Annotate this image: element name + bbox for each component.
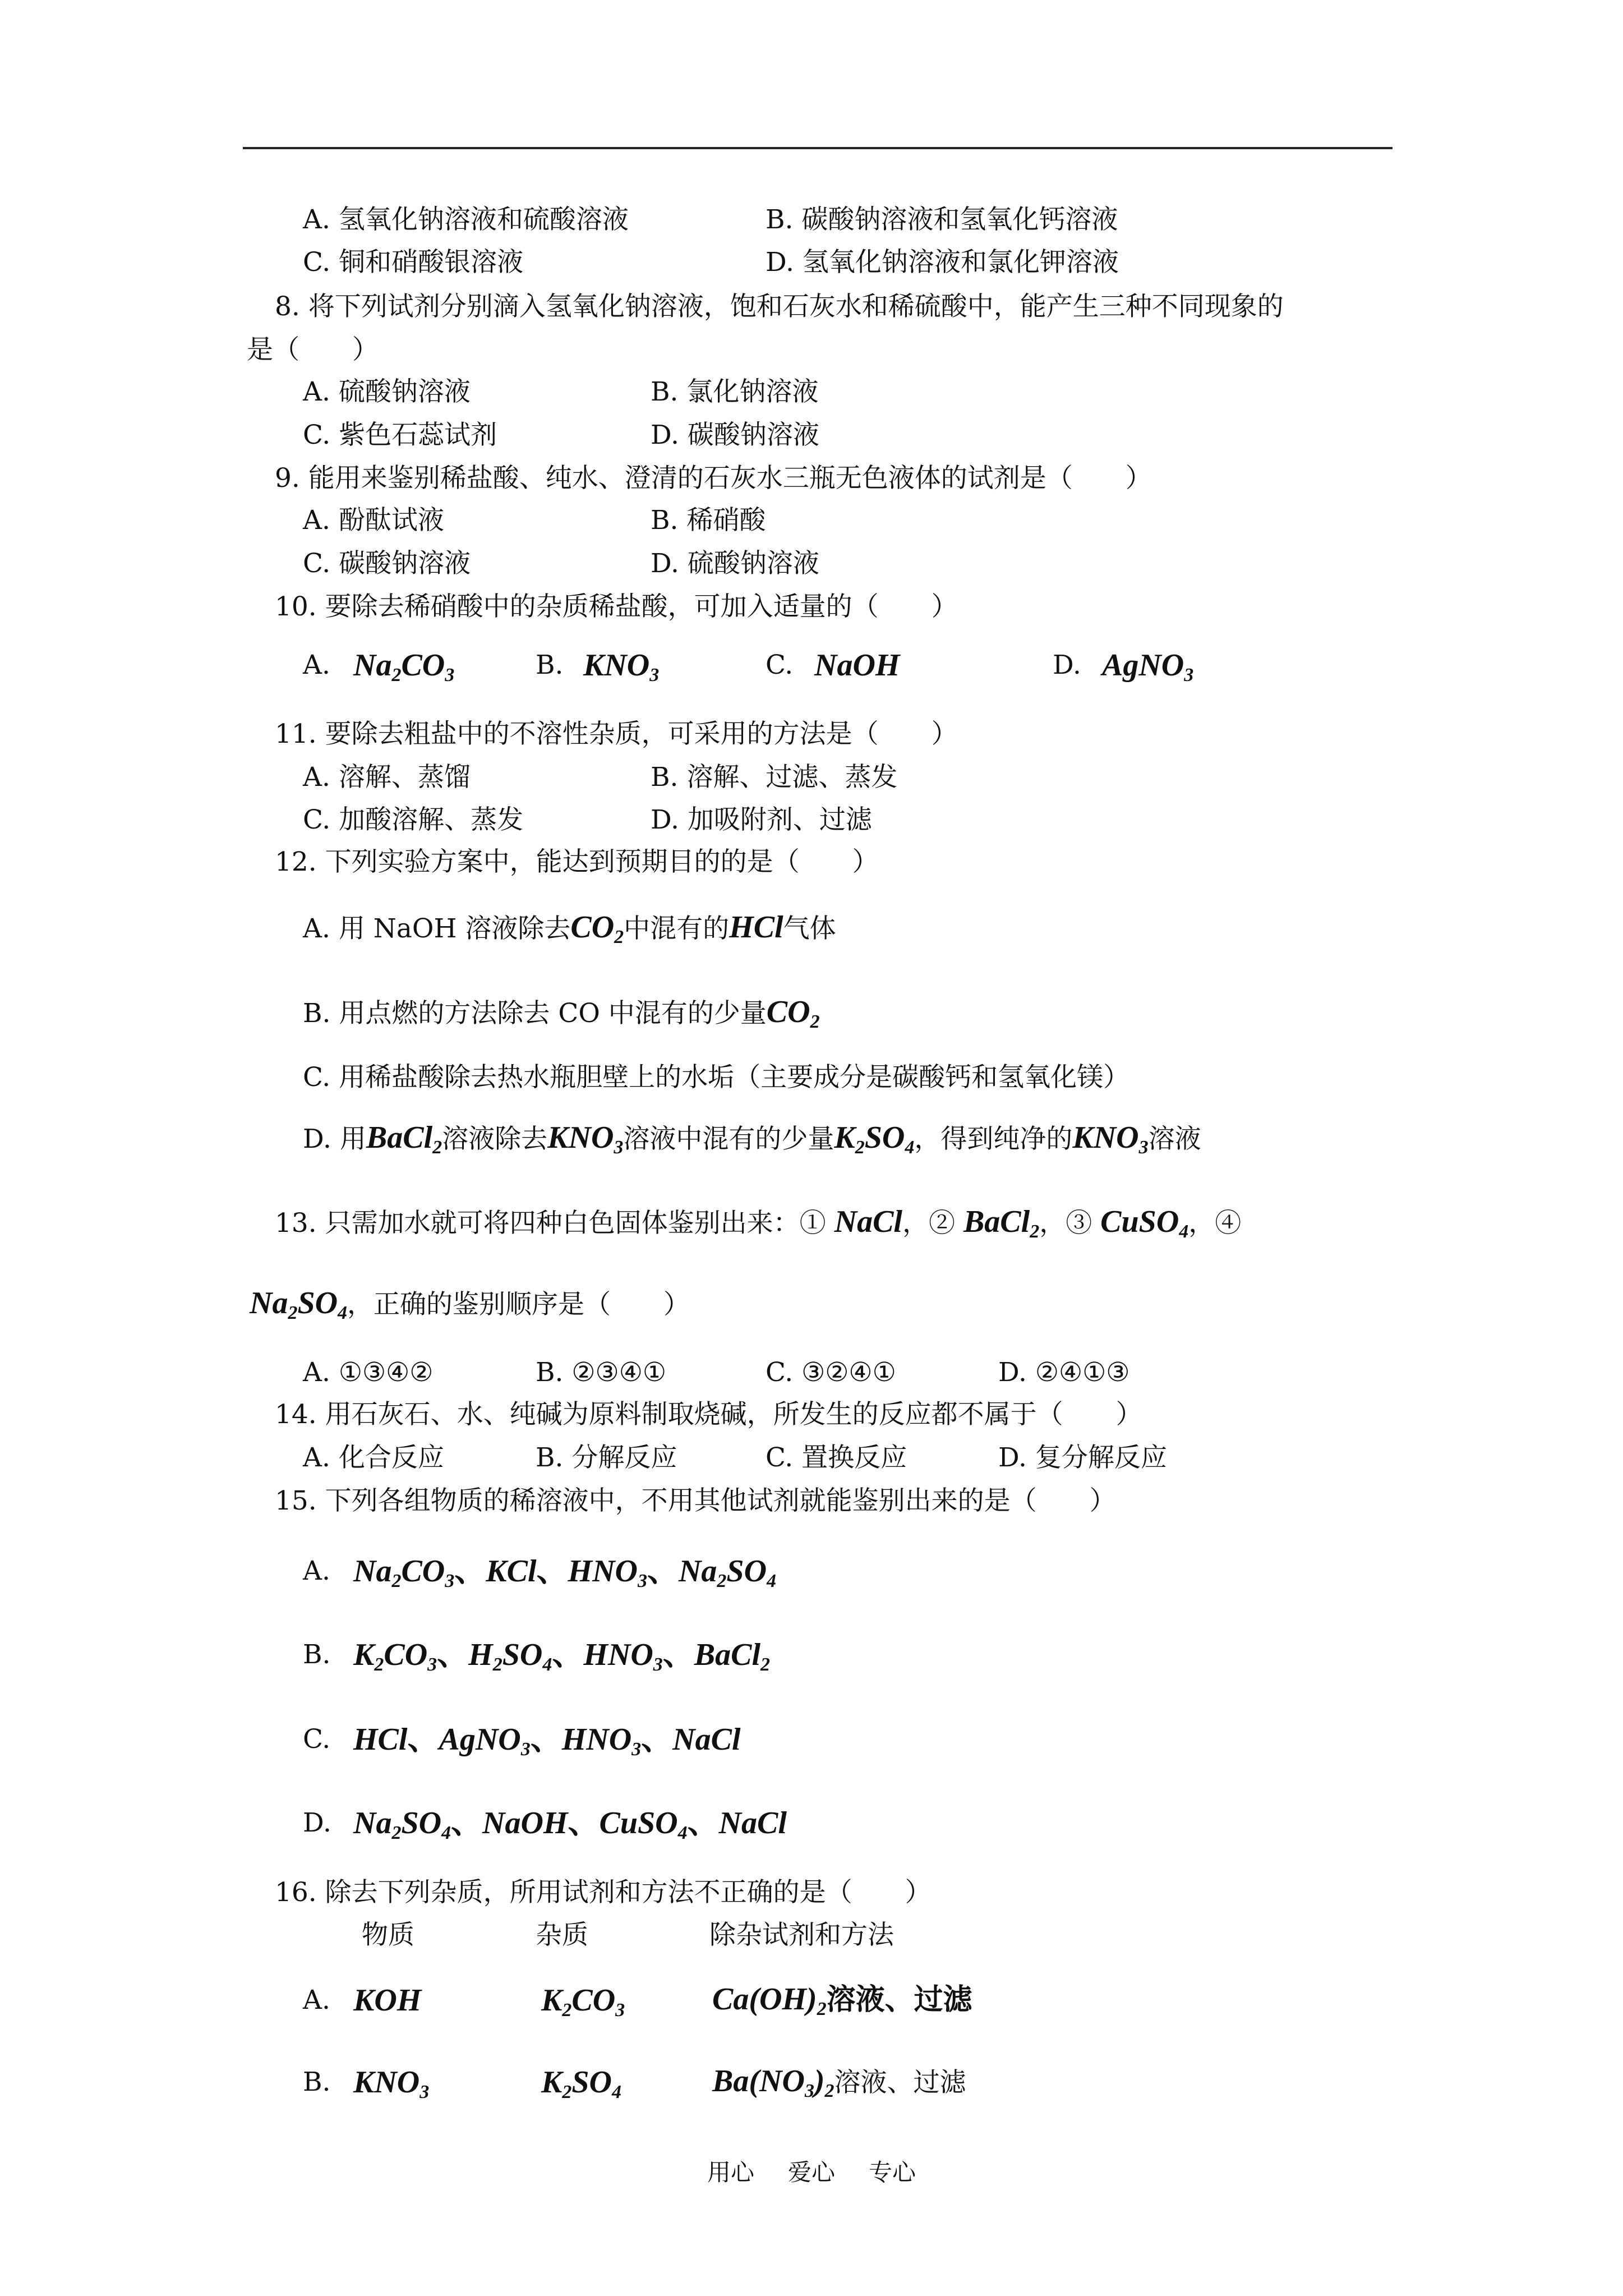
question-8-stem: 8. 将下列试剂分别滴入氢氧化钠溶液，饱和石灰水和稀硫酸中，能产生三种不同现象的 [275,291,1284,322]
question-11-stem: 11. 要除去粗盐中的不溶性杂质，可采用的方法是（ ） [275,719,958,749]
formula-co2: $CO_2$ [570,910,624,947]
option-16b-method: $Ba(NO_3)_2$溶液、过滤 [712,2064,966,2101]
option-15b-formulas: $K_2CO_3$、$H_2SO_4$、$HNO_3$、BaCl$_2$ [353,1637,771,1675]
option-16b-impurity: $K_2SO_4$ [541,2065,621,2102]
option-14a: A. 化合反应 [303,1442,444,1473]
page-footer [0,2154,1623,2188]
question-15-stem: 15. 下列各组物质的稀溶液中，不用其他试剂就能鉴别出来的是（ ） [275,1485,1116,1516]
option-16a-impurity: $K_2CO_3$ [541,1983,625,2021]
option-15d-formulas: $Na_2SO_4$、NaOH、CuSO$_4$、NaCl [353,1806,787,1843]
formula-hcl: HCl [729,910,783,945]
option-7d: D. 氢氧化钠溶液和氯化钾溶液 [766,247,1119,278]
footer-item: 专心 [869,2159,916,2186]
formula-bacl2: BaCl$_2$ [366,1120,442,1158]
question-13-stem: 13. 只需加水就可将四种白色固体鉴别出来：① NaCl，② BaCl$_2$，③ CuSO$_4$，④ [275,1204,1242,1242]
option-7a: A. 氢氧化钠溶液和硫酸溶液 [303,204,629,235]
option-10a-formula: $Na_2CO_3$ [353,648,455,685]
option-9d: D. 硫酸钠溶液 [651,548,819,579]
option-15a-label: A. [303,1556,330,1586]
option-8c: C. 紫色石蕊试剂 [303,420,497,450]
formula-na2so4: $Na_2SO_4$ [250,1286,348,1323]
footer-item: 爱心 [787,2159,835,2186]
option-10c-formula: NaOH [814,648,900,683]
option-7c: C. 铜和硝酸银溶液 [303,247,524,278]
table-header-substance: 物质 [362,1920,414,1950]
option-12b: B. 用点燃的方法除去 CO 中混有的少量$CO_2$ [303,995,820,1032]
question-9-stem: 9. 能用来鉴别稀盐酸、纯水、澄清的石灰水三瓶无色液体的试剂是（ ） [275,463,1152,494]
option-12d: D. 用BaCl$_2$溶液除去$KNO_3$溶液中混有的少量$K_2SO_4$，得到纯净的$KNO_3$溶液 [303,1120,1201,1158]
option-15a-formulas: $Na_2CO_3$、KCl、$HNO_3$、$Na_2SO_4$ [353,1554,777,1591]
option-15d-label: D. [303,1807,331,1838]
formula-co2: $CO_2$ [766,995,820,1032]
option-7b: B. 碳酸钠溶液和氢氧化钙溶液 [766,204,1118,235]
formula-bacl2: BaCl$_2$ [963,1204,1040,1242]
option-10d-label: D. [1053,650,1081,680]
question-8-stem-cont: 是（ ） [247,334,379,365]
option-11d: D. 加吸附剂、过滤 [651,804,872,835]
option-10c-label: C. [766,650,794,680]
option-13c: C. ③②④① [766,1357,896,1388]
option-11c: C. 加酸溶解、蒸发 [303,804,524,835]
formula-kno3: $KNO_3$ [547,1120,624,1158]
option-16a-substance: KOH [353,1983,422,2018]
formula-kno3: $KNO_3$ [1072,1120,1149,1158]
table-header-method: 除杂试剂和方法 [709,1920,894,1950]
question-12-stem: 12. 下列实验方案中，能达到预期目的的是（ ） [275,846,879,877]
option-11b: B. 溶解、过滤、蒸发 [651,762,898,793]
option-10b-formula: $KNO_3$ [583,648,660,685]
option-16b-label: B. [303,2067,331,2097]
question-13-stem-cont: $Na_2SO_4$，正确的鉴别顺序是（ ） [250,1286,690,1323]
header-rule [243,147,1393,149]
question-10-stem: 10. 要除去稀硝酸中的杂质稀盐酸，可加入适量的（ ） [275,591,958,622]
option-8a: A. 硫酸钠溶液 [303,376,471,407]
question-14-stem: 14. 用石灰石、水、纯碱为原料制取烧碱，所发生的反应都不属于（ ） [275,1399,1142,1430]
option-15b-label: B. [303,1639,331,1670]
option-9b: B. 稀硝酸 [651,505,766,536]
option-8b: B. 氯化钠溶液 [651,376,819,407]
option-12c: C. 用稀盐酸除去热水瓶胆壁上的水垢（主要成分是碳酸钙和氢氧化镁） [303,1062,1130,1093]
footer-item: 用心 [707,2159,754,2186]
option-14d: D. 复分解反应 [998,1442,1167,1473]
table-header-impurity: 杂质 [536,1920,588,1950]
option-13a: A. ①③④② [303,1357,434,1388]
option-9c: C. 碳酸钠溶液 [303,548,471,579]
option-14b: B. 分解反应 [536,1442,677,1473]
option-10b-label: B. [536,650,564,680]
formula-bano32: $Ba(NO_3)_2$ [712,2064,834,2101]
option-9a: A. 酚酞试液 [303,505,444,536]
option-16b-substance: $KNO_3$ [353,2065,430,2102]
option-13d: D. ②④①③ [998,1357,1130,1388]
option-15c-label: C. [303,1724,331,1755]
option-11a: A. 溶解、蒸馏 [303,762,471,793]
option-8d: D. 碳酸钠溶液 [651,420,819,450]
option-12a: A. 用 NaOH 溶液除去$CO_2$中混有的HCl气体 [303,910,836,947]
option-13b: B. ②③④① [536,1357,666,1388]
option-15c-formulas: HCl、AgNO$_3$、$HNO_3$、NaCl [353,1722,741,1760]
formula-caoh2: $Ca(OH)_2$ [712,1982,827,2019]
option-14c: C. 置换反应 [766,1442,907,1473]
option-10a-label: A. [303,650,330,680]
formula-cuso4: CuSO$_4$ [1100,1204,1189,1242]
formula-nacl: NaCl [834,1204,902,1239]
question-16-stem: 16. 除去下列杂质，所用试剂和方法不正确的是（ ） [275,1877,932,1908]
option-16a-method: $Ca(OH)_2$溶液、过滤 [712,1982,972,2019]
option-16a-label: A. [303,1985,330,2016]
formula-k2so4: $K_2SO_4$ [834,1120,915,1158]
option-10d-formula: AgNO$_3$ [1102,648,1194,685]
